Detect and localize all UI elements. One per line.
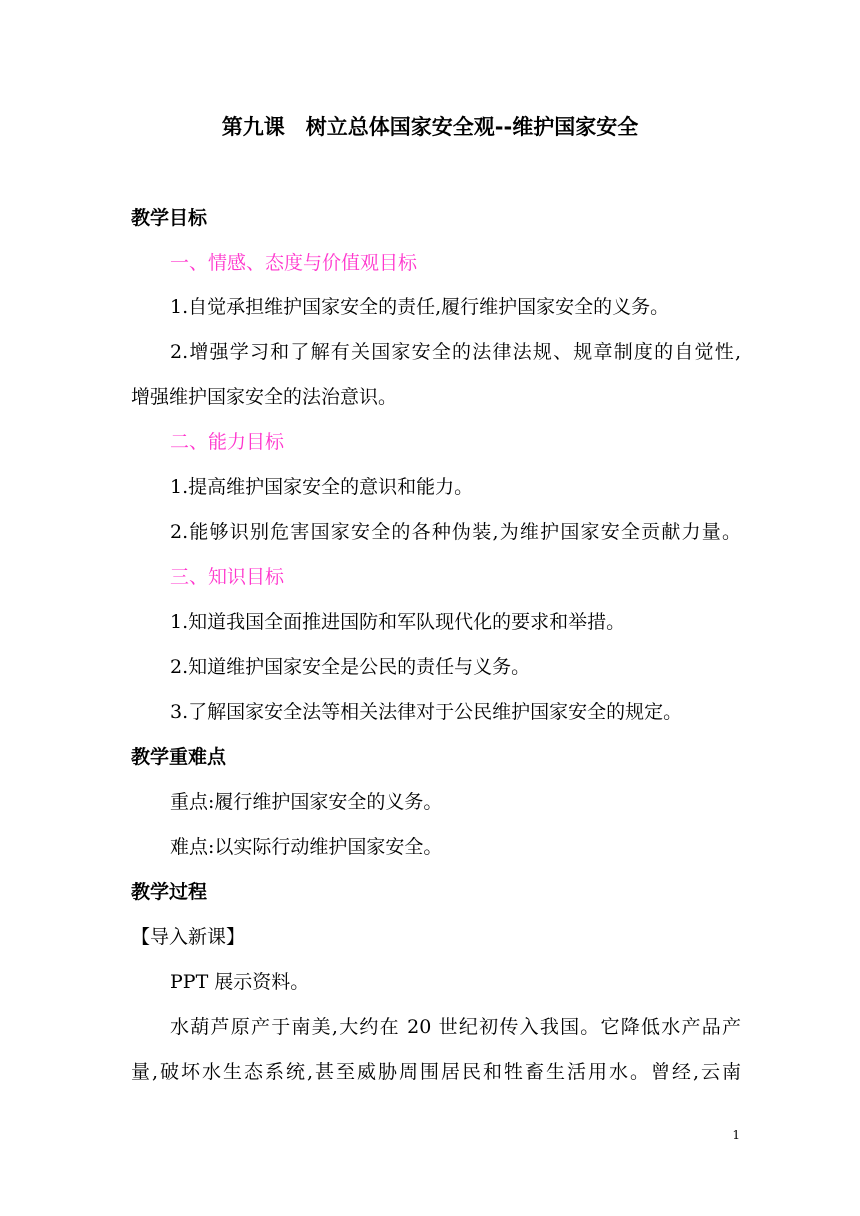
heading-key-points: 教学重难点 [131,746,227,768]
subheading-knowledge-objectives: 三、知识目标 [170,566,285,588]
knowledge-objective-item-3: 3.了解国家安全法等相关法律对于公民维护国家安全的规定。 [170,701,683,723]
ability-objective-item-1: 1.提高维护国家安全的意识和能力。 [170,476,474,498]
key-point-difficulty: 难点:以实际行动维护国家安全。 [170,836,443,858]
intro-section-heading: 【导入新课】 [131,926,246,948]
intro-paragraph-2-line-2: 量,破坏水生态系统,甚至威胁周围居民和牲畜生活用水。曾经,云南 [131,1061,741,1083]
emotion-objective-item-2-line-1: 2.增强学习和了解有关国家安全的法律法规、规章制度的自觉性, [170,341,741,363]
ability-objective-item-2: 2.能够识别危害国家安全的各种伪装,为维护国家安全贡献力量。 [170,521,741,543]
heading-teaching-objectives: 教学目标 [131,207,208,229]
knowledge-objective-item-1: 1.知道我国全面推进国防和军队现代化的要求和举措。 [170,611,626,633]
key-point-focus: 重点:履行维护国家安全的义务。 [170,791,443,813]
document-title: 第九课 树立总体国家安全观--维护国家安全 [221,115,639,139]
emotion-objective-item-2-line-2: 增强维护国家安全的法治意识。 [131,386,398,408]
emotion-objective-item-1: 1.自觉承担维护国家安全的责任,履行维护国家安全的义务。 [170,296,670,318]
intro-paragraph-1: PPT 展示资料。 [170,971,310,993]
heading-teaching-process: 教学过程 [131,881,208,903]
intro-paragraph-2-line-1: 水葫芦原产于南美,大约在 20 世纪初传入我国。它降低水产品产 [170,1016,741,1038]
knowledge-objective-item-2: 2.知道维护国家安全是公民的责任与义务。 [170,656,531,678]
subheading-emotion-objectives: 一、情感、态度与价值观目标 [170,252,418,274]
page-number: 1 [732,1128,740,1142]
subheading-ability-objectives: 二、能力目标 [170,431,285,453]
